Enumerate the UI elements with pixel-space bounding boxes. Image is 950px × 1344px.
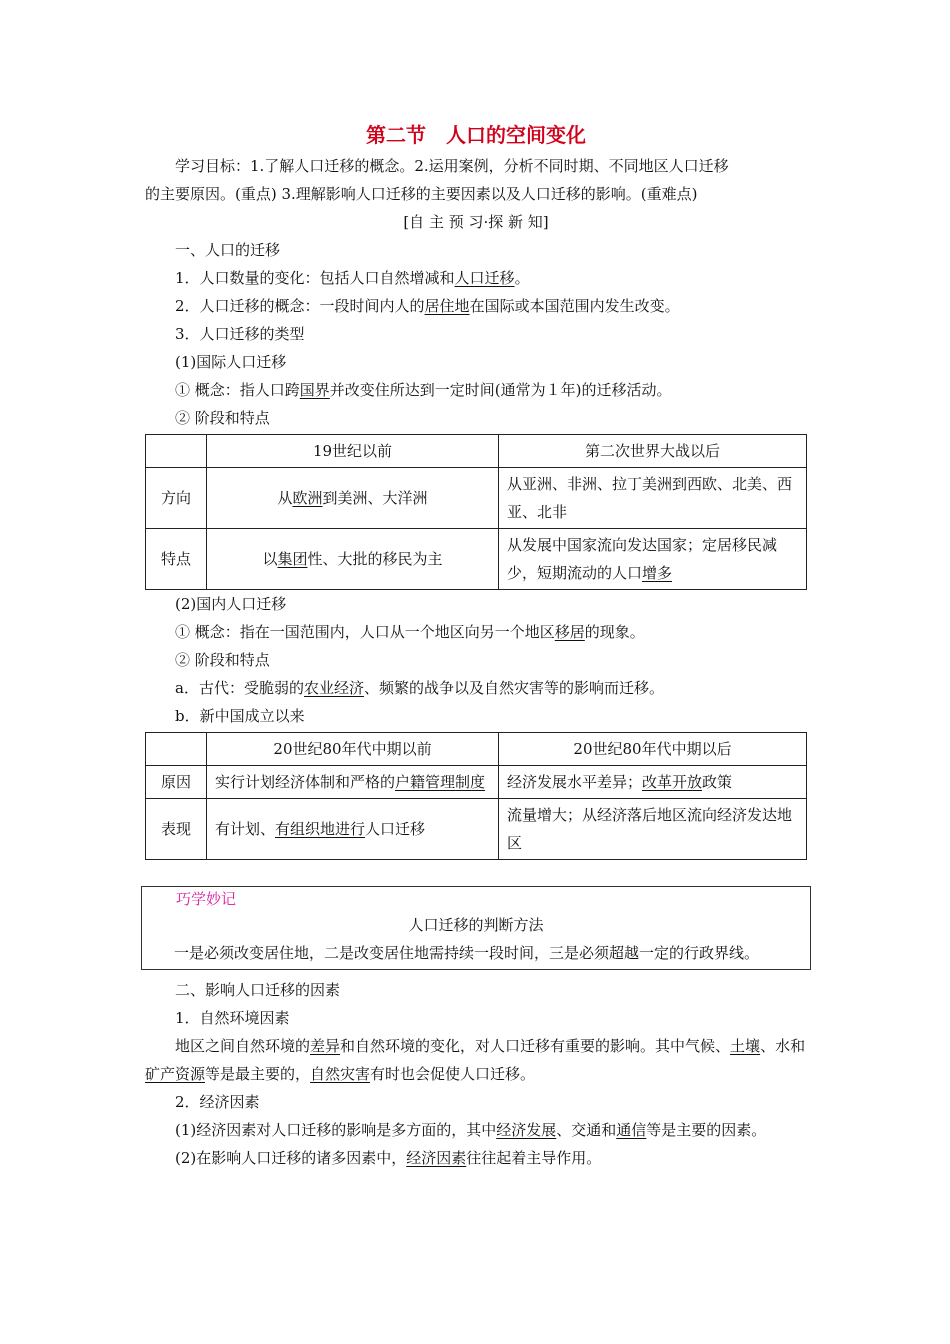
text: 往往起着主导作用。 xyxy=(466,1149,602,1167)
text: 经济发展水平差异； xyxy=(507,773,643,791)
answer-blank: 差异 xyxy=(310,1037,341,1055)
economic-point-1 xyxy=(145,1116,807,1144)
table-cell xyxy=(499,529,807,590)
text: 的现象。 xyxy=(584,623,645,641)
objectives-line-2: 的主要原因。(重点) 3.理解影响人口迁移的主要因素以及人口迁移的影响。(重难点) xyxy=(145,185,698,203)
text: 和自然环境的变化，对人口迁移有重要的影响。其中气候、 xyxy=(340,1037,731,1055)
new-china-heading: b．新中国成立以来 xyxy=(175,707,305,725)
tip-tag: 巧学妙记 xyxy=(176,890,237,908)
table-cell xyxy=(207,529,499,590)
part2-heading: 二、影响人口迁移的因素 xyxy=(175,981,341,999)
learning-objectives-cont xyxy=(145,180,807,208)
answer-blank: 户籍管理制度 xyxy=(395,773,486,791)
answer-blank: 经济发展 xyxy=(496,1121,557,1139)
table-cell: 流量增大；从经济落后地区流向经济发达地区 xyxy=(499,799,807,860)
domestic-stages: ② 阶段和特点 xyxy=(175,651,270,669)
row-label: 表现 xyxy=(146,799,207,860)
answer-blank: 矿产资源 xyxy=(145,1065,206,1083)
answer-blank: 移居 xyxy=(554,623,585,641)
text: 、水和 xyxy=(760,1037,806,1055)
part1-item1 xyxy=(145,264,807,292)
table-row xyxy=(146,799,807,860)
table-cell xyxy=(207,766,499,799)
table-row xyxy=(146,766,807,799)
learning-objectives xyxy=(145,152,807,180)
text: (2)在影响人口迁移的诸多因素中， xyxy=(175,1149,407,1167)
text: ① 概念：指在一国范围内，人口从一个地区向另一个地区 xyxy=(175,623,555,641)
table-header-cell: 19世纪以前 xyxy=(207,435,499,468)
text: ① 概念：指人口跨 xyxy=(175,381,300,399)
text: (1)经济因素对人口迁移的影响是多方面的，其中 xyxy=(175,1121,497,1139)
table-cell: 从亚洲、非洲、拉丁美洲到西欧、北美、西亚、北非 xyxy=(499,468,807,529)
table-row xyxy=(146,435,807,468)
table-corner-cell xyxy=(146,733,207,766)
text: 以 xyxy=(262,550,278,568)
answer-blank: 人口迁移 xyxy=(454,269,515,287)
intl-stages: ② 阶段和特点 xyxy=(175,409,270,427)
answer-blank: 改革开放 xyxy=(642,773,703,791)
answer-blank: 农业经济 xyxy=(303,679,364,697)
tip-title: 人口迁移的判断方法 xyxy=(408,916,544,934)
row-label: 方向 xyxy=(146,468,207,529)
text: 从发展中国家流向发达国家；定居移民减少，短期流动的人口 xyxy=(507,536,778,582)
domestic-heading: (2)国内人口迁移 xyxy=(175,595,287,613)
text: 、频繁的战争以及自然灾害等的影响而迁移。 xyxy=(363,679,664,697)
text: 有计划、 xyxy=(215,820,276,838)
text: 1．人口数量的变化：包括人口自然增减和 xyxy=(175,269,455,287)
economic-heading: 2．经济因素 xyxy=(175,1093,260,1111)
table-header-cell: 第二次世界大战以后 xyxy=(499,435,807,468)
text: 性、大批的移民为主 xyxy=(307,550,443,568)
text: 2．人口迁移的概念：一段时间内人的 xyxy=(175,297,425,315)
answer-blank: 自然灾害 xyxy=(310,1065,371,1083)
text: 在国际或本国范围内发生改变。 xyxy=(469,297,680,315)
text: 人口迁移 xyxy=(365,820,426,838)
text: 政策 xyxy=(702,773,733,791)
intl-concept xyxy=(145,376,807,404)
answer-blank: 经济因素 xyxy=(406,1149,467,1167)
answer-blank: 有组织地进行 xyxy=(275,820,366,838)
natural-heading: 1．自然环境因素 xyxy=(175,1009,290,1027)
tip-box xyxy=(141,886,811,970)
table-cell xyxy=(499,766,807,799)
text: a．古代：受脆弱的 xyxy=(175,679,304,697)
natural-body xyxy=(145,1032,807,1088)
answer-blank: 国界 xyxy=(299,381,330,399)
text: 。 xyxy=(514,269,530,287)
text: 并改变住所达到一定时间(通常为１年)的迁移活动。 xyxy=(329,381,672,399)
table-cell xyxy=(207,468,499,529)
domestic-migration-table xyxy=(145,732,807,860)
answer-blank: 土壤 xyxy=(730,1037,761,1055)
text: 从 xyxy=(277,489,293,507)
text: 等是主要的因素。 xyxy=(646,1121,767,1139)
row-label: 原因 xyxy=(146,766,207,799)
table-header-cell: 20世纪80年代中期以后 xyxy=(499,733,807,766)
row-label: 特点 xyxy=(146,529,207,590)
ancient-migration xyxy=(145,674,807,702)
intl-heading: (1)国际人口迁移 xyxy=(175,353,287,371)
table-header-cell: 20世纪80年代中期以前 xyxy=(207,733,499,766)
table-row xyxy=(146,468,807,529)
domestic-concept xyxy=(145,618,807,646)
part1-item3: 3．人口迁移的类型 xyxy=(175,325,305,343)
part1-heading: 一、人口的迁移 xyxy=(175,241,281,259)
answer-blank: 增多 xyxy=(642,564,673,582)
section-banner: [自 主 预 习·探 新 知] xyxy=(403,213,549,231)
text: 实行计划经济体制和严格的 xyxy=(215,773,396,791)
answer-blank: 通信 xyxy=(616,1121,647,1139)
text: 、交通和 xyxy=(556,1121,617,1139)
table-corner-cell xyxy=(146,435,207,468)
international-migration-table xyxy=(145,434,807,590)
table-cell xyxy=(207,799,499,860)
text: 到美洲、大洋洲 xyxy=(322,489,428,507)
economic-point-2 xyxy=(145,1144,807,1172)
answer-blank: 集团 xyxy=(277,550,308,568)
table-row xyxy=(146,529,807,590)
text: 有时也会促使人口迁移。 xyxy=(370,1065,536,1083)
text: 地区之间自然环境的 xyxy=(175,1037,311,1055)
answer-blank: 欧洲 xyxy=(292,489,323,507)
table-row xyxy=(146,733,807,766)
objectives-line-1: 学习目标：1.了解人口迁移的概念。2.运用案例，分析不同时期、不同地区人口迁移 xyxy=(175,157,729,175)
part1-item2 xyxy=(145,292,807,320)
answer-blank: 居住地 xyxy=(424,297,470,315)
page-title: 第二节 人口的空间变化 xyxy=(366,123,586,147)
document-page xyxy=(145,118,807,1172)
tip-body: 一是必须改变居住地，二是改变居住地需持续一段时间，三是必须超越一定的行政界线。 xyxy=(174,944,760,962)
text: 等是最主要的， xyxy=(205,1065,311,1083)
